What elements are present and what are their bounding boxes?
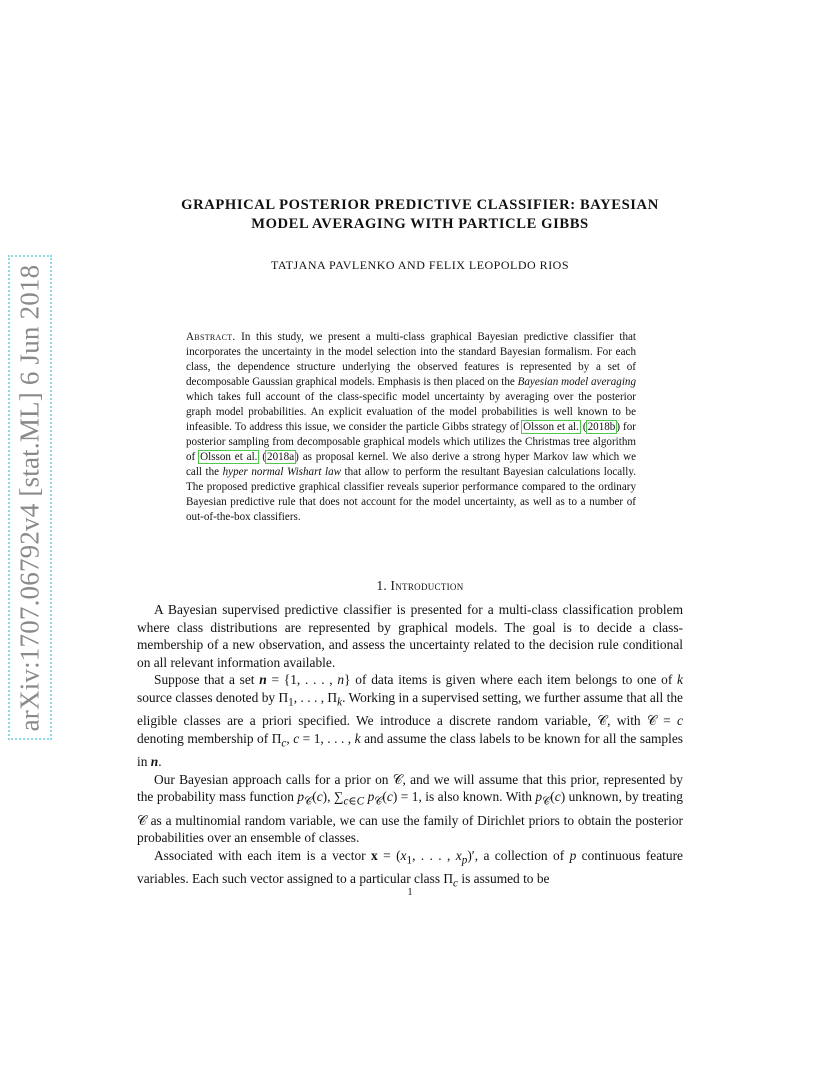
abstract: Abstract. In this study, we present a multi-class graphical Bayesian predictive classifier that incorporates the uncertainty in the model selection into the standard Bayesian formalism. For each class, the dependence structure underlying the observed features is represented by a set of decomposable Gaussian graphical models. Emphasis is then placed on the Bayesian model averaging which takes full account of the class-specific model uncertainty by averaging over the posterior graph model probabilities. An explicit evaluation of the model probabilities is well known to be infeasible. To address this issue, we consider the particle Gibbs strategy of Olsson et al. (2018b) for posterior sampling from decomposable graphical models which utilizes the Christmas tree algorithm of Olsson et al. (2018a) as proposal kernel. We also derive a strong hyper Markov law which we call the hyper normal Wishart law that allow to perform the resultant Bayesian calculations locally. The proposed predictive graphical classifier reveals superior performance compared to the ordinary Bayesian predictive rule that does not account for the model uncertainty, as well as to a number of out-of-the-box classifiers. <box>186 331 637 523</box>
section-heading <box>120 578 720 594</box>
title-line-1: GRAPHICAL POSTERIOR PREDICTIVE CLASSIFIER: BAYESIAN <box>181 197 659 213</box>
abstract-label: Abstract. <box>186 331 236 343</box>
abstract-emphasis: hyper normal Wishart law <box>222 466 342 478</box>
abstract-emphasis: Bayesian model averaging <box>517 376 636 388</box>
paper-title <box>120 196 720 234</box>
abstract-text: ) as proposal kernel. We also derive a strong hyper Markov law which we call the <box>186 451 637 478</box>
citation-link-olsson-2018a[interactable]: Olsson et al. <box>200 451 258 463</box>
page-number: 1 <box>407 887 413 898</box>
title-line-2: MODEL AVERAGING WITH PARTICLE GIBBS <box>251 216 589 232</box>
abstract-text: which takes full account of the class-specific model uncertainty by averaging over the posterior graph model probabilities. An explicit evaluation of the model probabilities is well known to be infeasible. To address this issue, we consider the particle Gibbs strategy of <box>186 391 636 433</box>
citation-link-olsson-2018b[interactable]: Olsson et al. <box>523 421 579 433</box>
paragraph: Suppose that a set n = {1, . . . , n} of data items is given where each item belongs to one of k source classes denoted by $\Pi_1$, . . . , $\Pi_k$. Working in a supervised setting, we further assume that all the eligible classes are a priori specified. We introduce a discrete random variable, 𝒞, with 𝒞 = c denoting membership of $\Pi_c$, c = 1, . . . , k and assume the class labels to be known for all the samples in n. <box>137 672 683 770</box>
section-number: 1. <box>376 578 387 593</box>
paragraph: Our Bayesian approach calls for a prior on 𝒞, and we will assume that this prior, represented by the probability mass function $p_𝒞(c)$, $\sum_{c\in C}$ $p_𝒞(c) = 1$, is also known. With $p_𝒞(c)$ unknown, by treating 𝒞 as a multinomial random variable, we can use the family of Dirichlet priors to obtain the posterior probabilities over an ensemble of classes. <box>137 771 684 846</box>
arxiv-identifier: arXiv:1707.06792v4 [stat.ML] 6 Jun 2018 <box>14 264 45 731</box>
abstract-text: that allow to perform the resultant Bayesian calculations locally. The proposed predictive graphical classifier reveals superior performance compared to the ordinary Bayesian predictive rule that does not account for the model uncertainty, as well as to a number of out-of-the-box classifiers. <box>186 466 636 523</box>
arxiv-identifier-box <box>8 255 52 740</box>
paragraph: Associated with each item is a vector $x = (x_1$, . . . , $x_p)'$, a collection of p continuous feature variables. Each such vector assigned to a particular class $\Pi_c$ is assumed to be <box>137 847 683 890</box>
paper-authors: TATJANA PAVLENKO AND FELIX LEOPOLDO RIOS <box>270 258 570 272</box>
paragraph: A Bayesian supervised predictive classifier is presented for a multi-class classification problem where class distributions are represented by graphical models. The goal is to decide a class-membership of a new observation, and assess the uncertainty related to the decision rule conditional on all relevant information available. <box>137 602 683 670</box>
citation-year-link-2018a[interactable]: 2018a <box>267 451 295 463</box>
citation-year-link-2018b[interactable]: 2018b <box>587 421 616 433</box>
abstract-text: ) for posterior sampling from decomposable graphical models which utilizes the Christmas tree algorithm of <box>186 421 636 463</box>
body-text <box>137 601 683 893</box>
section-title: Introduction <box>390 578 464 593</box>
abstract-text: In this study, we present a multi-class graphical Bayesian predictive classifier that incorporates the uncertainty in the model selection into the standard Bayesian formalism. For each class, the dependence structure underlying the observed features is represented by a set of decomposable Gaussian graphical models. Emphasis is then placed on the <box>186 331 636 388</box>
